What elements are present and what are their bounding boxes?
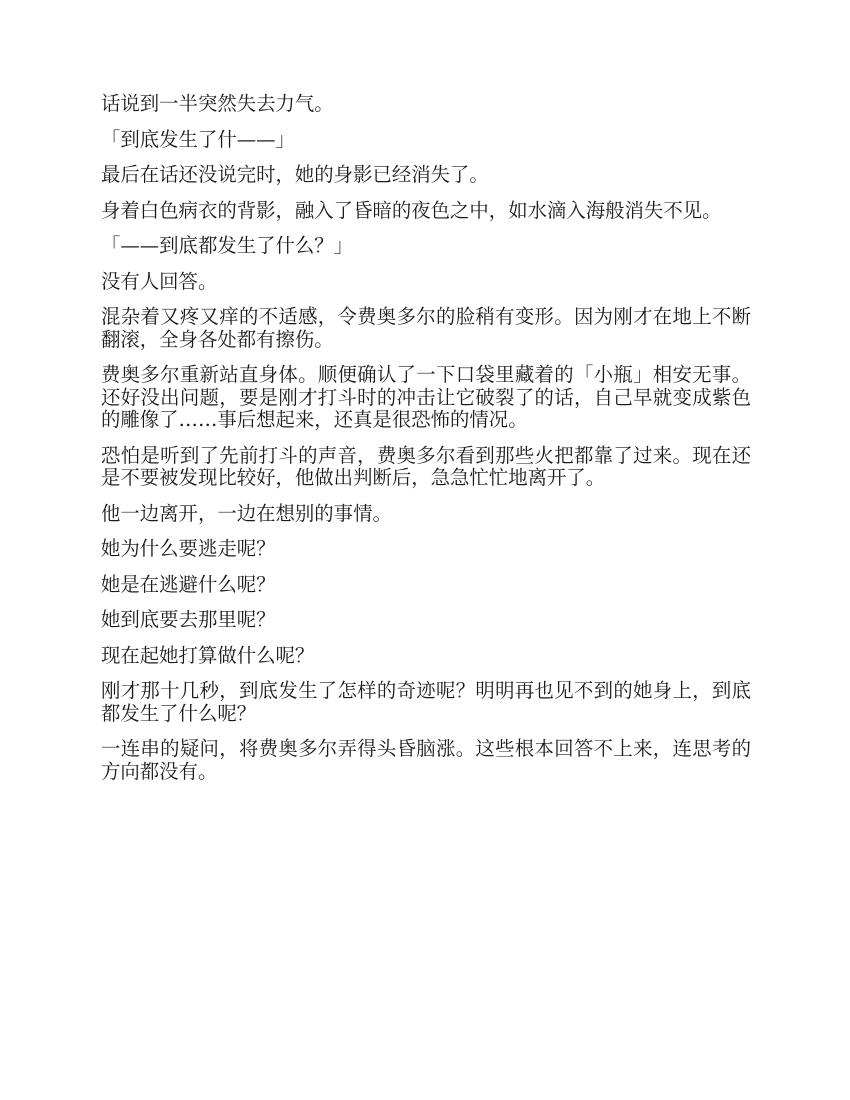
paragraph: 费奥多尔重新站直身体。顺便确认了一下口袋里藏着的「小瓶」相安无事。还好没出问题，要是刚才打斗时的冲击让它破裂了的话，自己早就变成紫色的雕像了……事后想起来，还真是很恐怖的情况。: [101, 363, 751, 431]
body-text: [101, 93, 751, 796]
paragraph: 恐怕是听到了先前打斗的声音，费奥多尔看到那些火把都靠了过来。现在还是不要被发现比较好，他做出判断后，急急忙忙地离开了。: [101, 443, 751, 489]
paragraph: 他一边离开，一边在想别的事情。: [101, 501, 392, 525]
paragraph: 刚才那十几秒，到底发生了怎样的奇迹呢？明明再也见不到的她身上，到底都发生了什么呢？: [101, 679, 751, 725]
paragraph: 没有人回答。: [101, 269, 218, 293]
paragraph: 她到底要去那里呢？: [101, 608, 276, 631]
paragraph: 身着白色病衣的背影，融入了昏暗的夜色之中，如水滴入海般消失不见。: [101, 198, 722, 222]
paragraph: 一连串的疑问，将费奥多尔弄得头昏脑涨。这些根本回答不上来，连思考的方向都没有。: [101, 737, 751, 783]
paragraph: 现在起她打算做什么呢？: [101, 643, 315, 667]
paragraph: 最后在话还没说完时，她的身影已经消失了。: [101, 163, 489, 186]
paragraph: 她为什么要逃走呢？: [101, 537, 276, 560]
paragraph: 混杂着又疼又痒的不适感，令费奥多尔的脸稍有变形。因为刚才在地上不断翻滚，全身各处都有擦伤。: [101, 305, 751, 351]
paragraph: 话说到一半突然失去力气。: [101, 92, 334, 115]
paragraph: 她是在逃避什么呢？: [101, 572, 276, 596]
paragraph: 「到底发生了什——」: [101, 127, 295, 151]
paragraph: 「——到底都发生了什么？」: [101, 234, 354, 257]
